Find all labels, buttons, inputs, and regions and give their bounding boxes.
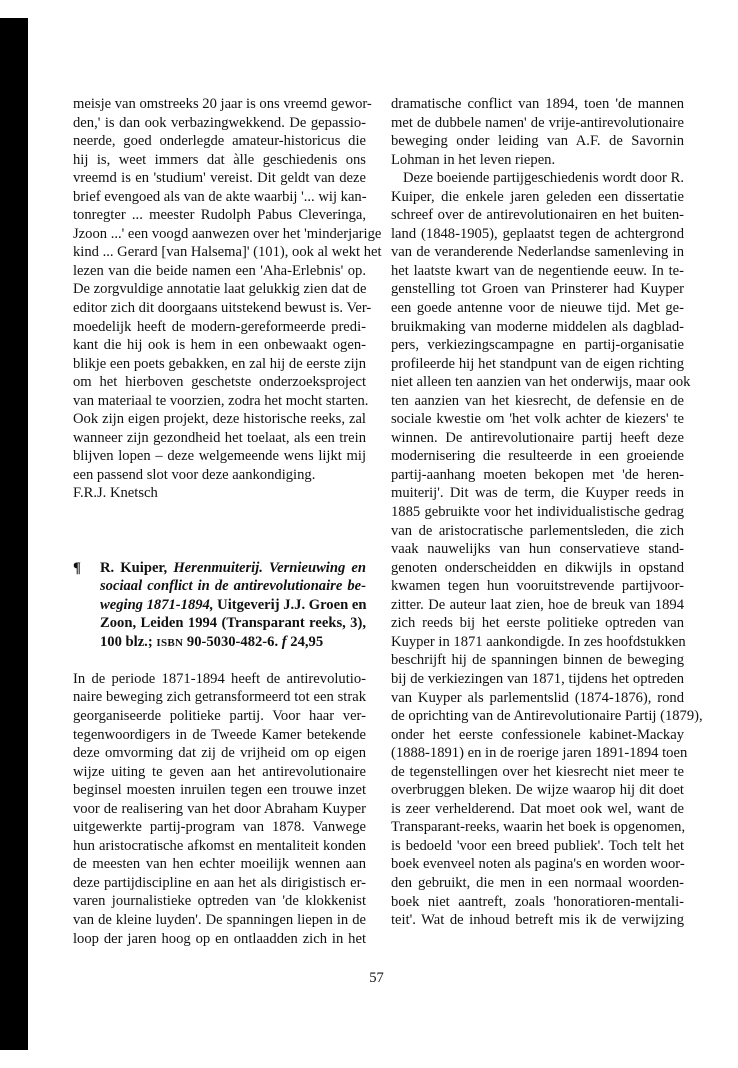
text-line: het laatste kwart van de negentiende eeuw. In te- (391, 262, 684, 279)
text-line: profileerde hij het standpunt van de eigen richting (391, 355, 684, 372)
text-line: editor zich dit doorgaans uitstekend bewust is. Ver- (73, 300, 372, 317)
text-line: lezen van die beide namen een 'Aha-Erlebnis' op. (73, 262, 366, 279)
text-line: tonregter ... meester Rudolph Pabus Cleveringa, (73, 207, 366, 224)
text-line: neerde, goed onderlegde amateur-historicus die (73, 133, 366, 150)
text-line: den gebruikt, die men in een normaal woorden- (391, 874, 684, 891)
text-line: van de kleine luyden'. De spanningen liepen in de (73, 911, 366, 928)
currency-symbol: f (281, 633, 287, 650)
heading-line (100, 596, 366, 615)
text-line: de tegenstellingen over het kiesrecht niet meer te (391, 763, 684, 780)
text-line: winnen. De antirevolutionaire partij heeft deze (391, 429, 684, 446)
text-line: dramatische conflict van 1894, toen 'de mannen (391, 96, 684, 112)
text-line: Transparant-reeks, waarin het boek is opgenomen, (391, 819, 686, 836)
text-line: Kuiper, die enkele jaren geleden een dissertatie (391, 188, 684, 205)
text-line: niet alleen ten aanzien van het onderwijs, maar ook (391, 374, 691, 391)
text-line: vreemd is en 'studium' vereist. Dit geldt van deze (73, 170, 366, 187)
spacer (73, 651, 366, 670)
review-heading (73, 559, 366, 652)
text-line: uitgewerkte partij-program van 1878. Vanwege (73, 819, 366, 836)
book-title: weging 1871-1894, (100, 596, 214, 613)
pilcrow-icon: ¶ (73, 559, 81, 576)
text-line: naire beweging zich getransformeerd tot een strak (73, 689, 366, 706)
spacer (73, 503, 366, 540)
text-line: overbruggen bleken. De wijze waarop hij dit doet (391, 782, 684, 799)
text-line: meisje van omstreeks 20 jaar is ons vreemd gewor- (73, 96, 372, 112)
text-line: land (1848-1905), geplaatst tegen de achtergrond (391, 225, 684, 242)
text-line: van materiaal te voorzien, zodra het mocht starten. (73, 392, 369, 409)
text-line: bruikmaking van moderne middelen als dagblad- (391, 318, 684, 335)
text-line: van de veranderende Nederlandse samenleving in (391, 244, 684, 261)
isbn-label: ISBN (156, 636, 184, 649)
text-line: zich reeds bij het eerste politieke optreden van (391, 615, 684, 632)
text-line: van Kuyper als parlementslid (1874-1876), rond (391, 689, 684, 706)
paragraph-1 (391, 95, 684, 169)
text-line: blijven lopen – deze welgemeende wens lijkt mij (73, 448, 366, 465)
spacer (73, 540, 366, 559)
text-line: zitter. De auteur laat zien, hoe de breuk van 1894 (391, 596, 684, 613)
text-line: Jzoon ...' een voogd aanwezen over het 'minderjarige (73, 225, 382, 242)
text-line: bij de verkiezingen van 1871, tijdens het optreden (391, 670, 684, 687)
review-body (73, 670, 366, 948)
text-line: ten aanzien van het kiesrecht, de defensie en de (391, 392, 684, 409)
text-line: wijze uiting te geven aan het antirevolutionaire (73, 763, 366, 780)
text-line: beschrijft hij de spanningen binnen de beweging (391, 652, 684, 669)
text-line: van de aristocratische parlementsleden, die zich (391, 522, 684, 539)
text-line: kind ... Gerard [van Halsema]' (101), ook al wekt het (73, 244, 382, 261)
text-line: tegenwoordigers in de Tweede Kamer betekende (73, 726, 366, 743)
text-line: beweging onder leiding van A.F. de Savornin (391, 133, 684, 150)
text-line: vaak nauwelijks van hun conservatieve stand- (391, 541, 684, 558)
text-line: (1888-1891) en in de roerige jaren 1891-1894 toen (391, 745, 688, 762)
text-line: Deze boeiende partijgeschiedenis wordt door R. (403, 170, 684, 187)
price: 24,95 (286, 633, 324, 650)
text-line: teit'. Wat de inhoud betreft mis ik de verwijzing (391, 912, 684, 929)
text-line: Lohman in het leven riepen. (391, 151, 556, 168)
text-line: wanneer zijn gezondheid het toelaat, als een trein (73, 429, 366, 446)
page-number: 57 (369, 970, 384, 986)
text-line: De zorgvuldige annotatie laat gelukkig zien dat de (73, 281, 367, 298)
text-line: sociale kwestie om 'het volk achter de kiezers' te (391, 411, 684, 428)
text-line: is bedoeld 'voor een breed publiek'. Toch telt het (391, 837, 684, 854)
text-line: den,' is dan ook verbazingwekkend. De gepassio- (73, 114, 366, 131)
text-line: met de dubbele namen' de vrije-antirevolutionaire (391, 114, 684, 131)
text-line: In de periode 1871-1894 heeft de antirevolutio- (73, 670, 366, 687)
text-line: beginsel moesten inruilen tegen een trouwe inzet (73, 782, 366, 799)
text-line: georganiseerde politieke partij. Voor haar ver- (73, 707, 366, 724)
text-line: een goede antenne voor de nieuwe tijd. Met ge- (391, 300, 684, 317)
text-line: brief evengoed als van de akte waarbij '... wij kan- (73, 188, 367, 205)
text-line: is zeer verhelderend. Dat moet ook wel, want de (391, 800, 684, 817)
text-line: genstelling tot Groen van Prinsterer had Kuyper (391, 281, 684, 298)
text-line: een passend slot voor deze aankondiging. (73, 466, 316, 483)
text-line: loop der jaren hoog op en ontlaadden zich in het (73, 930, 366, 947)
text-line: schreef over de antirevolutionairen en het buiten- (391, 207, 684, 224)
book-title: sociaal conflict in de antirevolutionaire be- (100, 578, 366, 595)
page-count: 100 blz.; (100, 633, 157, 650)
text-line: kwamen tegen hun vooruitstrevende partijvoor- (391, 578, 684, 595)
text-line: hij is, weet immers dat àlle geschiedenis ons (73, 151, 366, 168)
text-line: pers, verkiezingscampagne en partij-organisatie (391, 337, 684, 354)
text-line: partij-aanhang moeten bekopen met 'de heren- (391, 466, 684, 483)
publisher: Uitgeverij J.J. Groen en (213, 596, 367, 613)
heading-line (100, 559, 366, 578)
text-line: blikje een poets gebakken, en zal hij de eerste zijn (73, 355, 366, 372)
text-line: Kuyper in 1871 aankondigde. In zes hoofdstukken (391, 633, 686, 650)
reviewer-signature: F.R.J. Knetsch (73, 485, 158, 502)
heading-line (100, 633, 366, 652)
right-column (391, 95, 703, 930)
isbn: 90-5030-482-6. (183, 633, 282, 650)
text-line: 1885 gebruikte voor het individualistische gedrag (391, 504, 684, 521)
text-line: muiterij'. Dit was de term, die Kuyper reeds in (391, 485, 684, 502)
text-line: genoten onderscheidden en dikwijls in opstand (391, 559, 684, 576)
text-line: om het hierboven geschetste onderzoeksproject (73, 374, 366, 391)
book-author: R. Kuiper, (100, 559, 174, 576)
book-title: Herenmuiterij. Vernieuwing en (173, 559, 366, 576)
text-line: boek evenveel noten als pagina's en worden woor- (391, 856, 685, 873)
previous-review-continuation (73, 95, 382, 503)
text-line: de meesten van hen echter moeilijk wennen aan (73, 856, 366, 873)
text-line: hun aristocratische afkomst en mentaliteit konden (73, 837, 366, 854)
text-line: boek niet aantreft, zoals 'honoratioren-mentali- (391, 893, 684, 910)
text-line: varen journalistieke optreden van 'de klokkenist (73, 893, 366, 910)
text-line: moedelijk heeft de modern-gereformeerde predi- (73, 318, 366, 335)
left-column (73, 95, 382, 948)
text-line: kant die hij ook is hem in een onbewaakt ogen- (73, 337, 366, 354)
scan-edge-bar (0, 18, 28, 1050)
text-line: deze omvorming dat zij de vrijheid om op eigen (73, 745, 366, 762)
text-line: onder het eerste confessionele kabinet-Mackay (391, 726, 684, 743)
paragraph-2 (391, 169, 703, 929)
text-line: de oprichting van de Antirevolutionaire Partij (1879), (391, 708, 703, 725)
text-line: modernisering die resulteerde in een groeiende (391, 448, 684, 465)
publication-details: Zoon, Leiden 1994 (Transparant reeks, 3), (100, 615, 366, 632)
text-line: deze partijdiscipline en aan het als dirigistisch er- (73, 874, 366, 891)
text-line: Ook zijn eigen projekt, deze historische reeks, zal (73, 411, 366, 428)
text-line: voor de realisering van het door Abraham Kuyper (73, 800, 366, 817)
